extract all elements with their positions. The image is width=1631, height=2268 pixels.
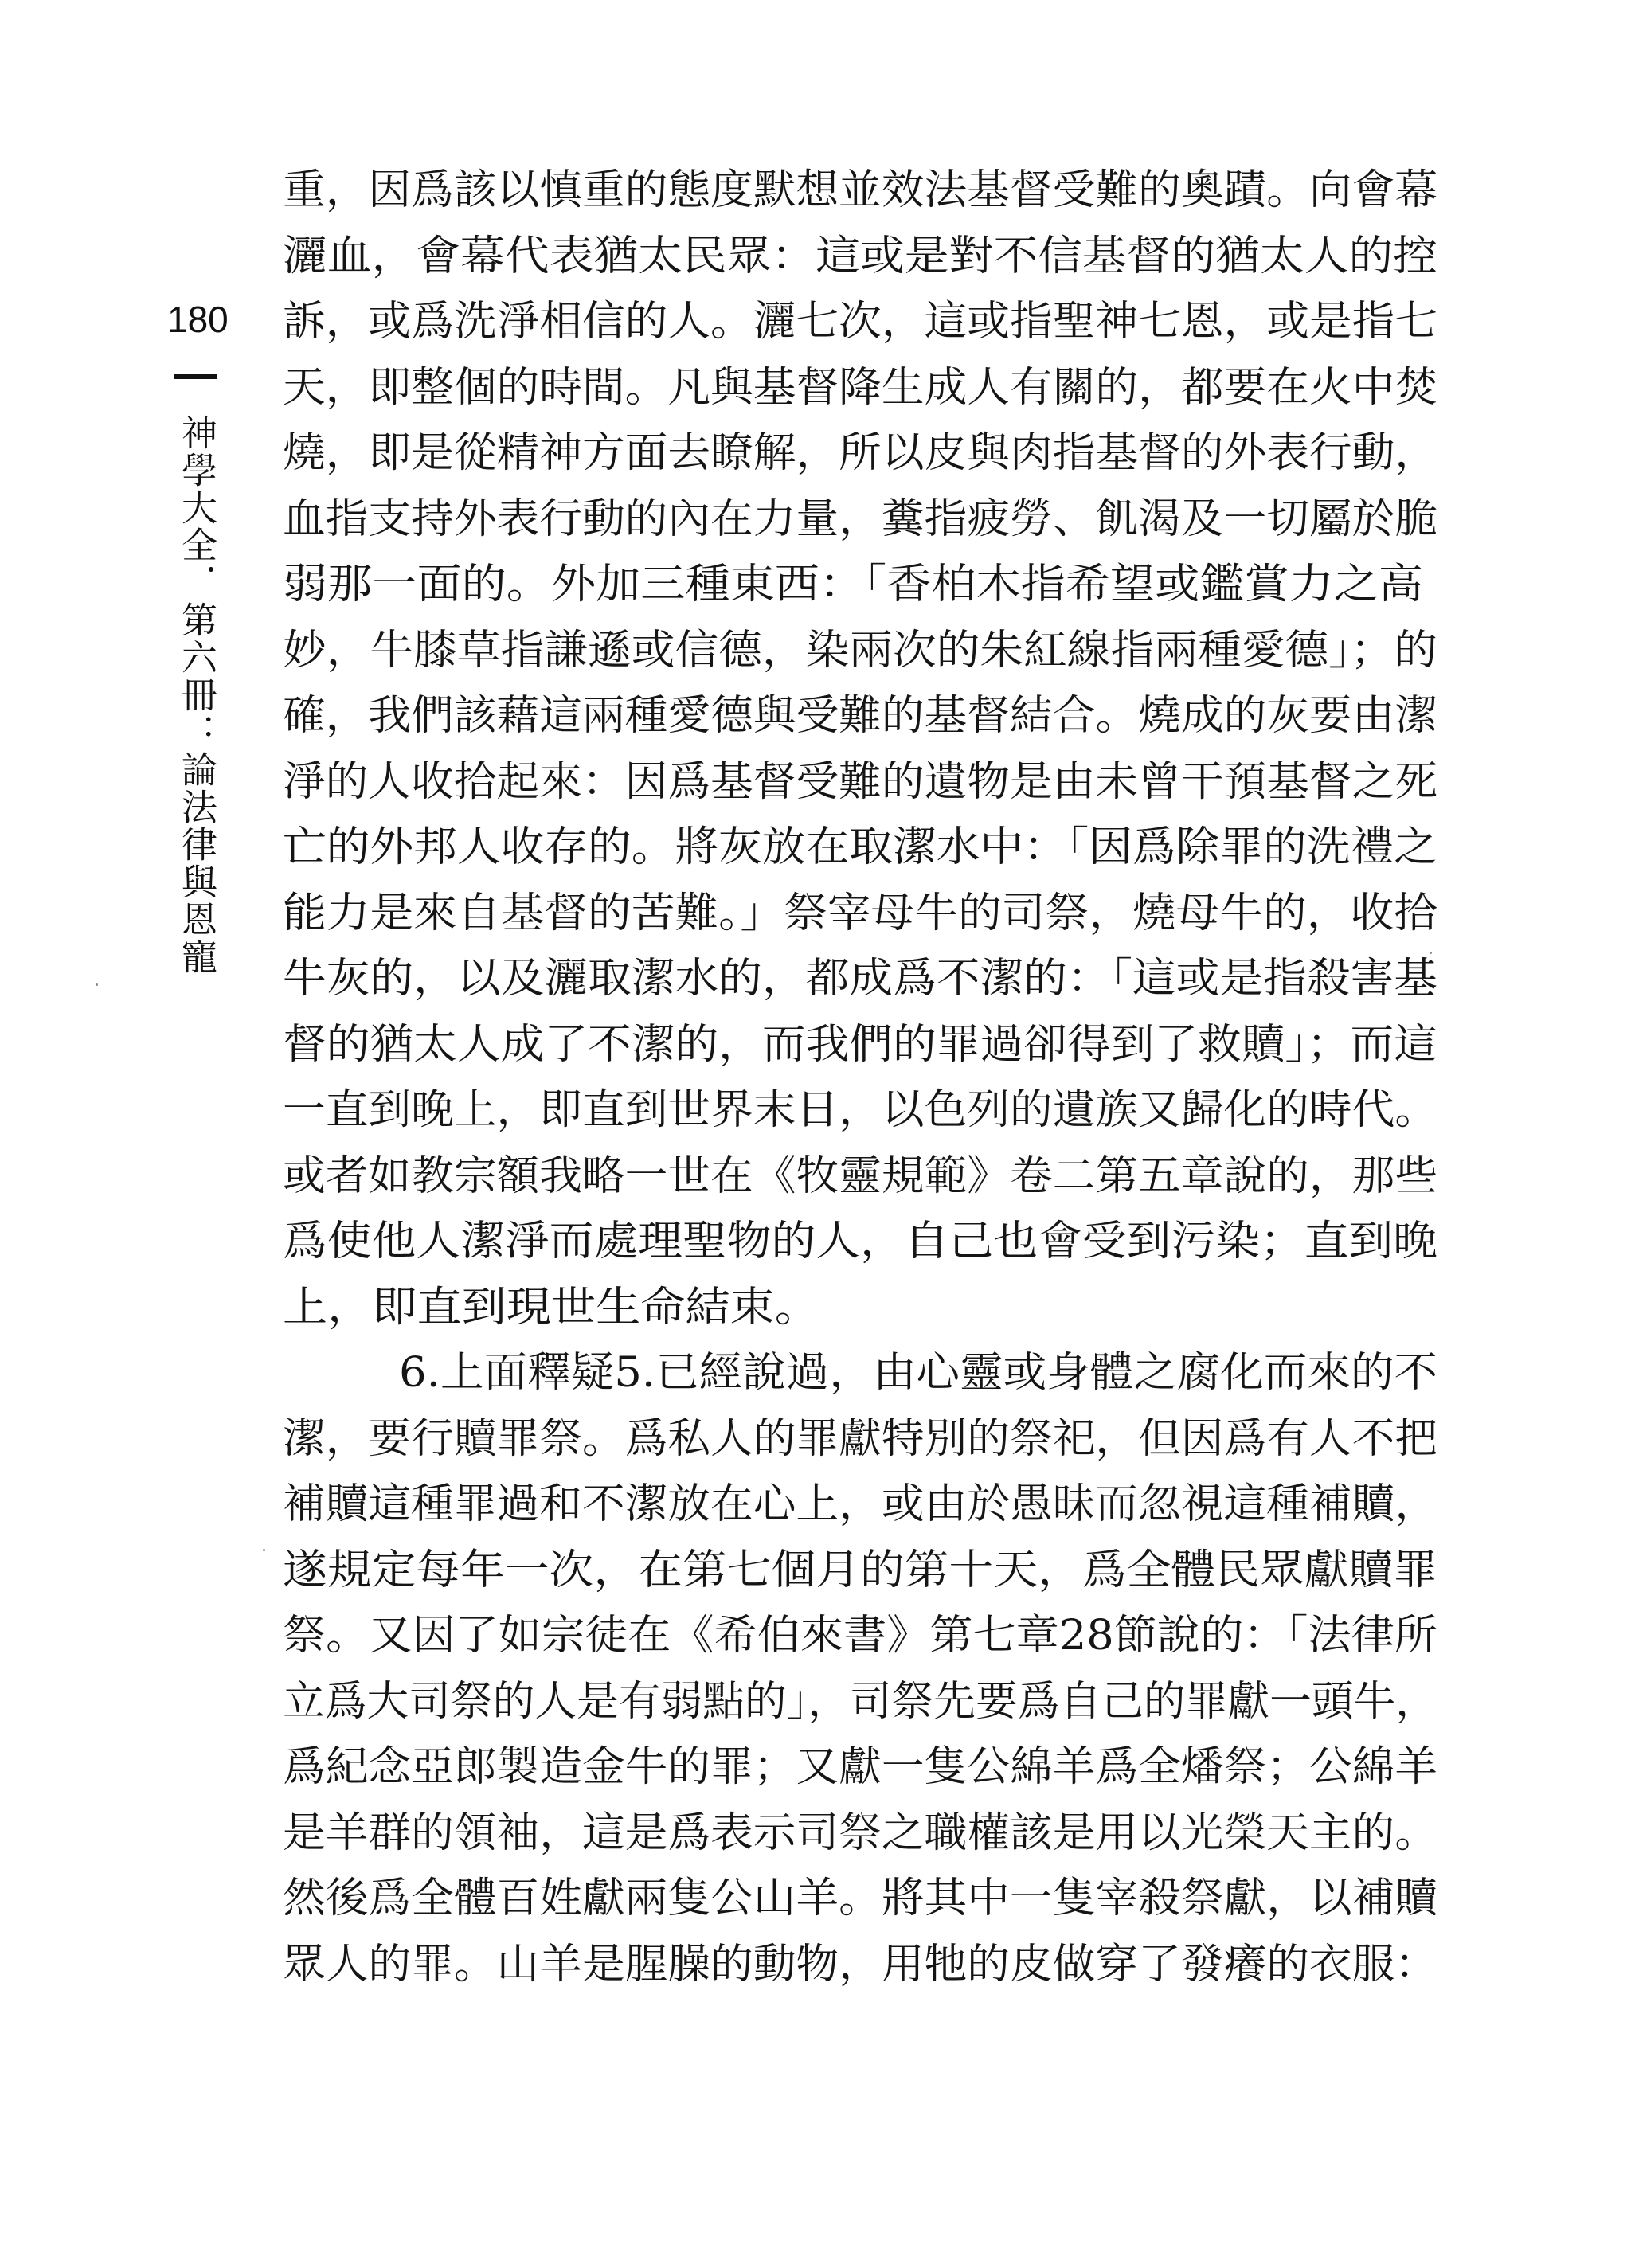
text-line: 或者如教宗額我略一世在《牧靈規範》卷二第五章說的，那些 [283, 1152, 1438, 1200]
text-line: 遂規定每年一次，在第七個月的第十天，爲全體民眾獻贖罪 [283, 1546, 1438, 1594]
text-line: 一直到晚上，即直到世界末日，以色列的遺族又歸化的時代。 [283, 1086, 1438, 1134]
text-line: 上，即直到現世生命結束。 [283, 1283, 819, 1331]
header-rule [174, 374, 217, 379]
text-line: 淨的人收拾起來：因爲基督受難的遺物是由未曾干預基督之死 [283, 757, 1438, 806]
body-text [283, 158, 1437, 1997]
text-line: 牛灰的，以及灑取潔水的，都成爲不潔的：「這或是指殺害基 [283, 955, 1437, 1003]
running-head: 神學大全．第六冊：論法律與恩寵 [175, 414, 217, 976]
text-line: 是羊群的領袖，這是爲表示司祭之職權該是用以光榮天主的。 [283, 1809, 1438, 1857]
text-line: 天，即整個的時間。凡與基督降生成人有關的，都要在火中焚 [283, 363, 1438, 412]
text-line: 確，我們該藉這兩種愛德與受難的基督結合。燒成的灰要由潔 [283, 692, 1438, 740]
text-line-paragraph-start: 6.上面釋疑5.已經說過，由心靈或身體之腐化而來的不 [399, 1349, 1438, 1397]
text-line: 能力是來自基督的苦難。」祭宰母牛的司祭，燒母牛的，收拾 [283, 889, 1437, 937]
scan-speck [1430, 952, 1432, 954]
text-line: 燒，即是從精神方面去瞭解，所以皮與肉指基督的外表行動， [283, 429, 1438, 477]
text-line: 補贖這種罪過和不潔放在心上，或由於愚昧而忽視這種補贖， [283, 1480, 1438, 1528]
text-line: 訴，或爲洗淨相信的人。灑七次，這或指聖神七恩，或是指七 [283, 298, 1438, 346]
text-line: 祭。又因了如宗徒在《希伯來書》第七章28節說的：「法律所 [283, 1612, 1437, 1660]
text-line: 灑血，會幕代表猶太民眾：這或是對不信基督的猶太人的控 [283, 232, 1438, 280]
text-line: 爲紀念亞郎製造金牛的罪；又獻一隻公綿羊爲全燔祭；公綿羊 [283, 1743, 1438, 1791]
text-line: 爲使他人潔淨而處理聖物的人，自己也會受到污染；直到晚 [283, 1218, 1438, 1265]
text-line: 眾人的罪。山羊是腥臊的動物，用牠的皮做穿了發癢的衣服： [283, 1940, 1438, 1988]
text-line: 弱那一面的。外加三種東西：「香柏木指希望或鑑賞力之高 [283, 561, 1424, 608]
text-line: 立爲大司祭的人是有弱點的」，司祭先要爲自己的罪獻一頭牛， [283, 1677, 1438, 1726]
text-line: 然後爲全體百姓獻兩隻公山羊。將其中一隻宰殺祭獻，以補贖 [283, 1875, 1438, 1922]
scan-speck [96, 983, 98, 986]
text-line: 督的猶太人成了不潔的，而我們的罪過卻得到了救贖」；而這 [283, 1020, 1437, 1069]
page-number: 180 [167, 299, 229, 340]
text-line: 重，因爲該以慎重的態度默想並效法基督受難的奧蹟。向會幕 [283, 166, 1438, 214]
text-line: 血指支持外表行動的內在力量，糞指疲勞、飢渴及一切屬於脆 [283, 495, 1438, 543]
text-line: 妙，牛膝草指謙遜或信德，染兩次的朱紅線指兩種愛德」；的 [283, 626, 1437, 675]
text-line: 潔，要行贖罪祭。爲私人的罪獻特別的祭祀，但因爲有人不把 [283, 1414, 1438, 1463]
text-line: 亡的外邦人收存的。將灰放在取潔水中：「因爲除罪的洗禮之 [283, 823, 1437, 871]
scan-speck [263, 1549, 265, 1551]
